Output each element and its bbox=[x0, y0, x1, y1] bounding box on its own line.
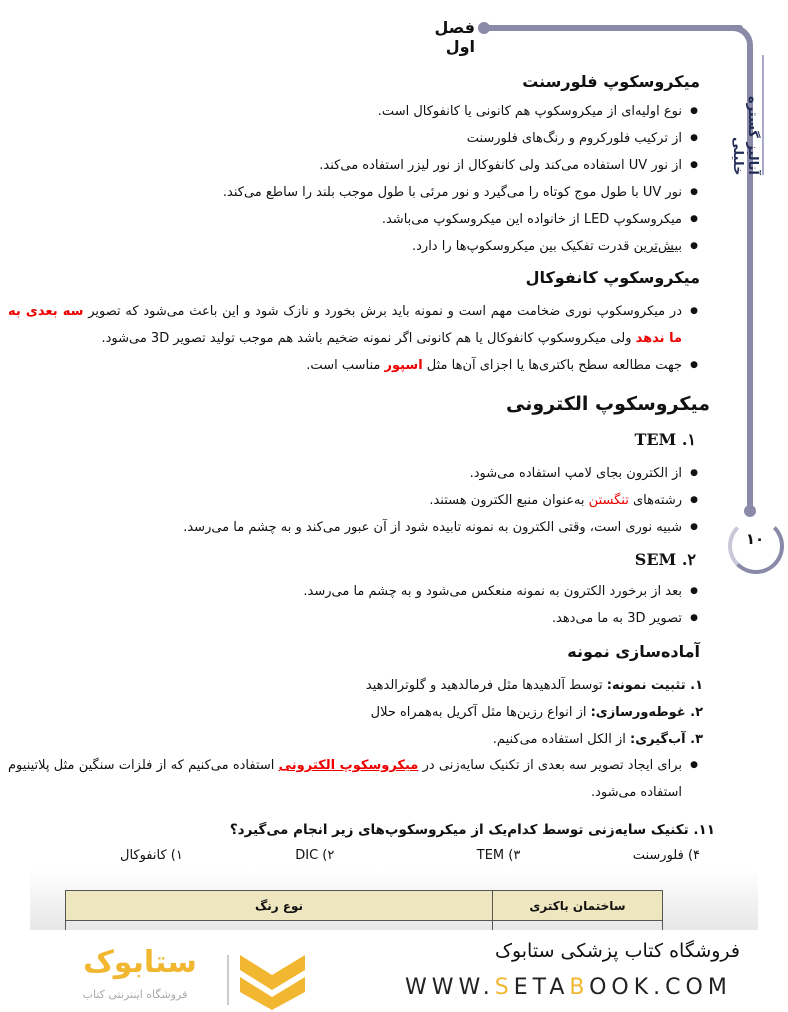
url-part: ETA bbox=[513, 975, 570, 1000]
page-number: ۱۰ bbox=[745, 530, 765, 548]
url-part: OOK.COM bbox=[589, 975, 732, 1000]
option-1[interactable]: ۱) کانفوکال bbox=[120, 848, 183, 863]
question bbox=[200, 822, 715, 838]
text: به‌عنوان منبع الکترون هستند. bbox=[429, 493, 589, 508]
prep-step bbox=[150, 726, 703, 753]
list-item: ● تصویر 3D به ما می‌دهد. bbox=[150, 605, 700, 632]
url-part: S bbox=[494, 975, 514, 1000]
step-label: ۱. تثبیت نمونه: bbox=[606, 678, 703, 693]
table-header: نوع رنگ bbox=[66, 891, 493, 921]
highlight: اسپور bbox=[384, 358, 423, 373]
step-text: از انواع رزین‌ها مثل آکریل به‌همراه حلال bbox=[370, 705, 591, 720]
side-line bbox=[762, 55, 764, 175]
url-part: WWW. bbox=[405, 975, 495, 1000]
step-text: از الکل استفاده می‌کنیم. bbox=[492, 732, 630, 747]
list-item bbox=[150, 233, 700, 260]
prep-title: آماده‌سازی نمونه bbox=[567, 642, 700, 661]
question-options bbox=[120, 848, 700, 863]
text: رشته‌های bbox=[628, 493, 682, 508]
prep-bullets bbox=[8, 752, 700, 806]
question-number: ۱۱. bbox=[693, 822, 715, 838]
highlight: سه بعدی به ما ندهد bbox=[8, 304, 682, 346]
prep-step bbox=[150, 672, 703, 699]
list-item bbox=[150, 487, 700, 514]
highlight: میکروسکوپ الکترونی bbox=[278, 758, 419, 773]
logo-subtitle: فروشگاه اینترنتی کتاب bbox=[82, 988, 188, 1001]
list-item: ● میکروسکوپ LED از خانواده این میکروسکوپ می‌باشد. bbox=[150, 206, 700, 233]
step-label: ۳. آب‌گیری: bbox=[630, 732, 703, 747]
list-item: ● نور UV با طول موج کوتاه را می‌گیرد و نور مرئی با طول موجب بلند را ساطع می‌کند. bbox=[150, 179, 700, 206]
text: قدرت تفکیک بین میکروسکوپ‌ها را دارد. bbox=[412, 239, 634, 254]
list-item: ● از الکترون بجای لامپ استفاده می‌شود. bbox=[150, 460, 700, 487]
list-item: ● شبیه نوری است، وقتی الکترون به نمونه تابیده شود از آن عبور می‌کند و به چشم ما می‌رسد. bbox=[150, 514, 700, 541]
confocal-list bbox=[8, 298, 700, 379]
option-4[interactable]: ۴) فلورسنت bbox=[632, 848, 700, 863]
rail-dot bbox=[478, 22, 490, 34]
list-item: ● از ترکیب فلورکروم و رنگ‌های فلورسنت bbox=[150, 125, 700, 152]
logo-text: ستابوک bbox=[83, 945, 197, 980]
tem-list bbox=[150, 460, 700, 541]
option-2[interactable]: ۲) DIC bbox=[295, 848, 335, 863]
sem-title: SEM .۲ bbox=[634, 550, 696, 569]
text: استفاده می‌کنیم که از فلزات سنگین مثل پلاتینیوم استفاده می‌شود. bbox=[8, 758, 682, 800]
list-item: ● از نور UV استفاده می‌کند ولی کانفوکال از نور لیزر استفاده می‌کند. bbox=[150, 152, 700, 179]
list-item bbox=[8, 752, 700, 806]
list-item bbox=[8, 352, 700, 379]
table-header: ساختمان باکتری bbox=[493, 891, 663, 921]
store-url[interactable] bbox=[405, 975, 745, 1000]
url-part: B bbox=[569, 975, 590, 1000]
sem-list bbox=[150, 578, 700, 632]
store-name: فروشگاه کتاب پزشکی ستابوک bbox=[494, 940, 740, 962]
text: ولی میکروسکوپ کانفوکال یا هم کانونی اگر نمونه ضخیم باشد هم موجب تولید تصویر 3D می‌شود. bbox=[101, 331, 636, 346]
text: برای ایجاد تصویر سه بعدی از تکنیک سایه‌زنی در bbox=[418, 758, 682, 773]
list-item: ● بعد از برخورد الکترون به نمونه منعکس می‌شود و به چشم ما می‌رسد. bbox=[150, 578, 700, 605]
text: مناسب است. bbox=[306, 358, 385, 373]
list-item: ● نوع اولیه‌ای از میکروسکوپ هم کانونی یا کانفوکال است. bbox=[150, 98, 700, 125]
confocal-title: میکروسکوپ کانفوکال bbox=[525, 268, 700, 287]
electron-title: میکروسکوپ الکترونی bbox=[506, 393, 710, 415]
tem-title: TEM .۱ bbox=[634, 430, 696, 449]
text: در میکروسکوپ نوری ضخامت مهم است و نمونه باید برش بخورد و نازک شود و این باعث می‌شود که تصویر bbox=[83, 304, 682, 319]
option-3[interactable]: ۳) TEM bbox=[476, 848, 521, 863]
side-title: آنالیز گستره خلیلی bbox=[730, 96, 760, 175]
question-text: تکنیک سایه‌زنی توسط کدام‌یک از میکروسکوپ‌های زیر انجام می‌گیرد؟ bbox=[229, 822, 689, 838]
fluorescent-title: میکروسکوپ فلورسنت bbox=[522, 72, 700, 91]
fluorescent-list bbox=[150, 98, 700, 260]
chapter-title: فصل اول bbox=[434, 18, 475, 56]
step-label: ۲. غوطه‌ورسازی: bbox=[590, 705, 703, 720]
rail-end-dot bbox=[744, 505, 756, 517]
step-text: توسط آلدهیدها مثل فرمالدهید و گلوترالدهید bbox=[365, 678, 607, 693]
chevron-logo-icon bbox=[235, 950, 310, 1010]
text: جهت مطالعه سطح باکتری‌ها یا اجزای آن‌ها مثل bbox=[422, 358, 682, 373]
highlight: تنگستن bbox=[588, 493, 629, 508]
list-item bbox=[8, 298, 700, 352]
header-rail bbox=[485, 25, 743, 31]
prep-steps bbox=[150, 672, 703, 753]
logo-divider bbox=[227, 955, 229, 1005]
underlined-word: بیش‌ترین bbox=[633, 239, 682, 254]
prep-step bbox=[150, 699, 703, 726]
